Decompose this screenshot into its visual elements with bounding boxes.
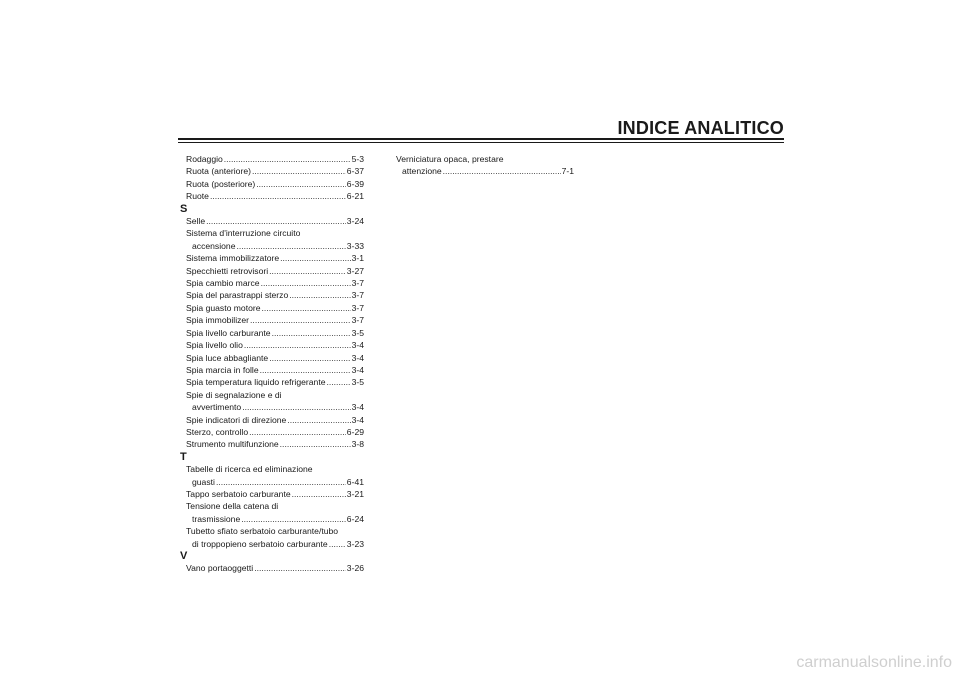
dot-leader <box>289 289 350 301</box>
dot-leader <box>206 215 346 227</box>
index-entry <box>186 178 364 190</box>
index-entry-page: 3-1 <box>351 253 364 264</box>
index-entry <box>186 265 364 277</box>
index-entry-text: guasti <box>192 476 215 487</box>
index-entry <box>186 289 364 301</box>
dot-leader <box>250 314 351 326</box>
index-entry <box>186 302 364 314</box>
index-entry-text: Spia del parastrappi sterzo <box>186 290 289 301</box>
index-column-left <box>180 153 364 575</box>
index-entry-line: Tabelle di ricerca ed eliminazione <box>186 464 313 475</box>
index-entry-text: Rodaggio <box>186 154 223 164</box>
index-entry-page: 3-24 <box>346 216 364 227</box>
index-entry <box>186 364 364 376</box>
index-entry <box>186 476 364 488</box>
index-entry <box>186 488 364 500</box>
index-entry-text: Selle <box>186 216 206 227</box>
index-entry-text: Ruote <box>186 191 209 202</box>
index-entry <box>186 352 364 364</box>
dot-leader <box>280 438 351 450</box>
index-entry-page: 3-7 <box>351 290 364 301</box>
index-entry-text: accensione <box>192 240 236 251</box>
index-entry-text: Sterzo, controllo <box>186 426 249 437</box>
index-entry-page: 3-4 <box>351 352 364 363</box>
index-entry-text: attenzione <box>402 166 442 177</box>
index-entry-page: 3-27 <box>346 265 364 276</box>
header-rule-thick <box>178 138 784 140</box>
footer-watermark[interactable]: carmanualsonline.info <box>796 654 952 671</box>
index-entry-page: 3-23 <box>346 538 364 549</box>
index-entry-text: avvertimento <box>192 402 242 413</box>
index-entry-text: Specchietti retrovisori <box>186 265 269 276</box>
index-entry-page: 6-37 <box>346 166 364 177</box>
dot-leader <box>262 302 351 314</box>
index-entry-page: 3-7 <box>351 302 364 313</box>
index-entry <box>186 414 364 426</box>
index-entry-text: Spia guasto motore <box>186 302 261 313</box>
index-entry-line: Tubetto sfiato serbatoio carburante/tubo <box>186 526 339 537</box>
index-entry-text: Spie indicatori di direzione <box>186 414 287 425</box>
index-entry <box>186 165 364 177</box>
index-entry-page: 5-3 <box>351 154 364 164</box>
dot-leader <box>224 153 351 165</box>
dot-leader <box>249 426 346 438</box>
dot-leader <box>272 327 351 339</box>
index-entry-page: 3-4 <box>351 364 364 375</box>
index-entry-text: di troppopieno serbatoio carburante <box>192 538 328 549</box>
index-entry-page: 3-4 <box>351 402 364 413</box>
index-entry-text: Ruota (anteriore) <box>186 166 251 177</box>
dot-leader <box>292 488 346 500</box>
dot-leader <box>287 414 350 426</box>
dot-leader <box>329 538 346 550</box>
index-section-letter: V <box>180 550 188 562</box>
index-entry <box>186 277 364 289</box>
dot-leader <box>252 165 346 177</box>
dot-leader <box>443 165 561 177</box>
index-entry-text: Spia livello carburante <box>186 327 271 338</box>
header-rule-thin <box>178 142 784 143</box>
index-entry <box>186 215 364 227</box>
index-entry-page: 6-29 <box>346 426 364 437</box>
index-entry <box>186 252 364 264</box>
dot-leader <box>241 513 346 525</box>
index-column-right <box>396 153 574 178</box>
index-entry-text: Ruota (posteriore) <box>186 178 256 189</box>
index-entry <box>186 190 364 202</box>
index-entry-page: 6-41 <box>346 476 364 487</box>
index-entry <box>186 426 364 438</box>
index-entry-page: 3-4 <box>351 340 364 351</box>
index-entry-text: Spia luce abbagliante <box>186 352 269 363</box>
index-entry-page: 3-21 <box>346 488 364 499</box>
index-entry <box>186 562 364 574</box>
index-section-letter: S <box>180 202 188 215</box>
index-entry-text: trasmissione <box>192 513 241 524</box>
index-entry-page: 3-7 <box>351 315 364 326</box>
dot-leader <box>327 376 351 388</box>
dot-leader <box>242 401 350 413</box>
index-entry-page: 6-39 <box>346 178 364 189</box>
dot-leader <box>260 364 351 376</box>
index-entry <box>186 153 364 165</box>
index-entry-text: Spia immobilizer <box>186 315 250 326</box>
index-entry-text: Strumento multifunzione <box>186 439 279 450</box>
dot-leader <box>216 476 346 488</box>
index-entry <box>186 339 364 351</box>
index-entry-page: 6-24 <box>346 513 364 524</box>
index-entry-page: 3-5 <box>351 377 364 388</box>
index-entry-text: Tappo serbatoio carburante <box>186 488 291 499</box>
index-entry <box>186 327 364 339</box>
dot-leader <box>256 178 346 190</box>
index-entry-text: Spia livello olio <box>186 340 243 351</box>
index-entry-page: 3-7 <box>351 278 364 289</box>
dot-leader <box>280 252 350 264</box>
dot-leader <box>261 277 351 289</box>
dot-leader <box>236 240 345 252</box>
dot-leader <box>244 339 351 351</box>
index-entry-text: Spia marcia in folle <box>186 364 259 375</box>
index-entry-page: 3-26 <box>346 563 364 574</box>
dot-leader <box>210 190 346 202</box>
index-entry-page: 3-4 <box>351 414 364 425</box>
index-entry <box>186 513 364 525</box>
index-entry <box>186 438 364 450</box>
index-entry-text: Vano portaoggetti <box>186 563 254 574</box>
index-entry <box>396 165 574 177</box>
index-entry <box>186 376 364 388</box>
index-entry-page: 7-1 <box>561 166 574 177</box>
index-entry-text: Spia cambio marce <box>186 278 260 289</box>
page-title: INDICE ANALITICO <box>617 118 784 138</box>
index-entry-page: 6-21 <box>346 191 364 202</box>
index-entry-page: 3-5 <box>351 327 364 338</box>
index-entry <box>186 240 364 252</box>
index-entry <box>186 538 364 550</box>
index-entry <box>186 401 364 413</box>
index-entry-page: 3-33 <box>346 240 364 251</box>
dot-leader <box>254 562 346 574</box>
index-entry-text: Sistema immobilizzatore <box>186 253 280 264</box>
dot-leader <box>269 352 350 364</box>
index-entry-line: Tensione della catena di <box>186 501 279 512</box>
index-section-letter: T <box>180 450 187 463</box>
index-entry-line: Spie di segnalazione e di <box>186 389 282 400</box>
index-entry-text: Spia temperatura liquido refrigerante <box>186 377 326 388</box>
index-entry <box>186 314 364 326</box>
index-entry-page: 3-8 <box>351 439 364 450</box>
index-entry-line: Sistema d'interruzione circuito <box>186 228 301 239</box>
index-entry-line: Verniciatura opaca, prestare <box>396 154 504 164</box>
dot-leader <box>269 265 346 277</box>
